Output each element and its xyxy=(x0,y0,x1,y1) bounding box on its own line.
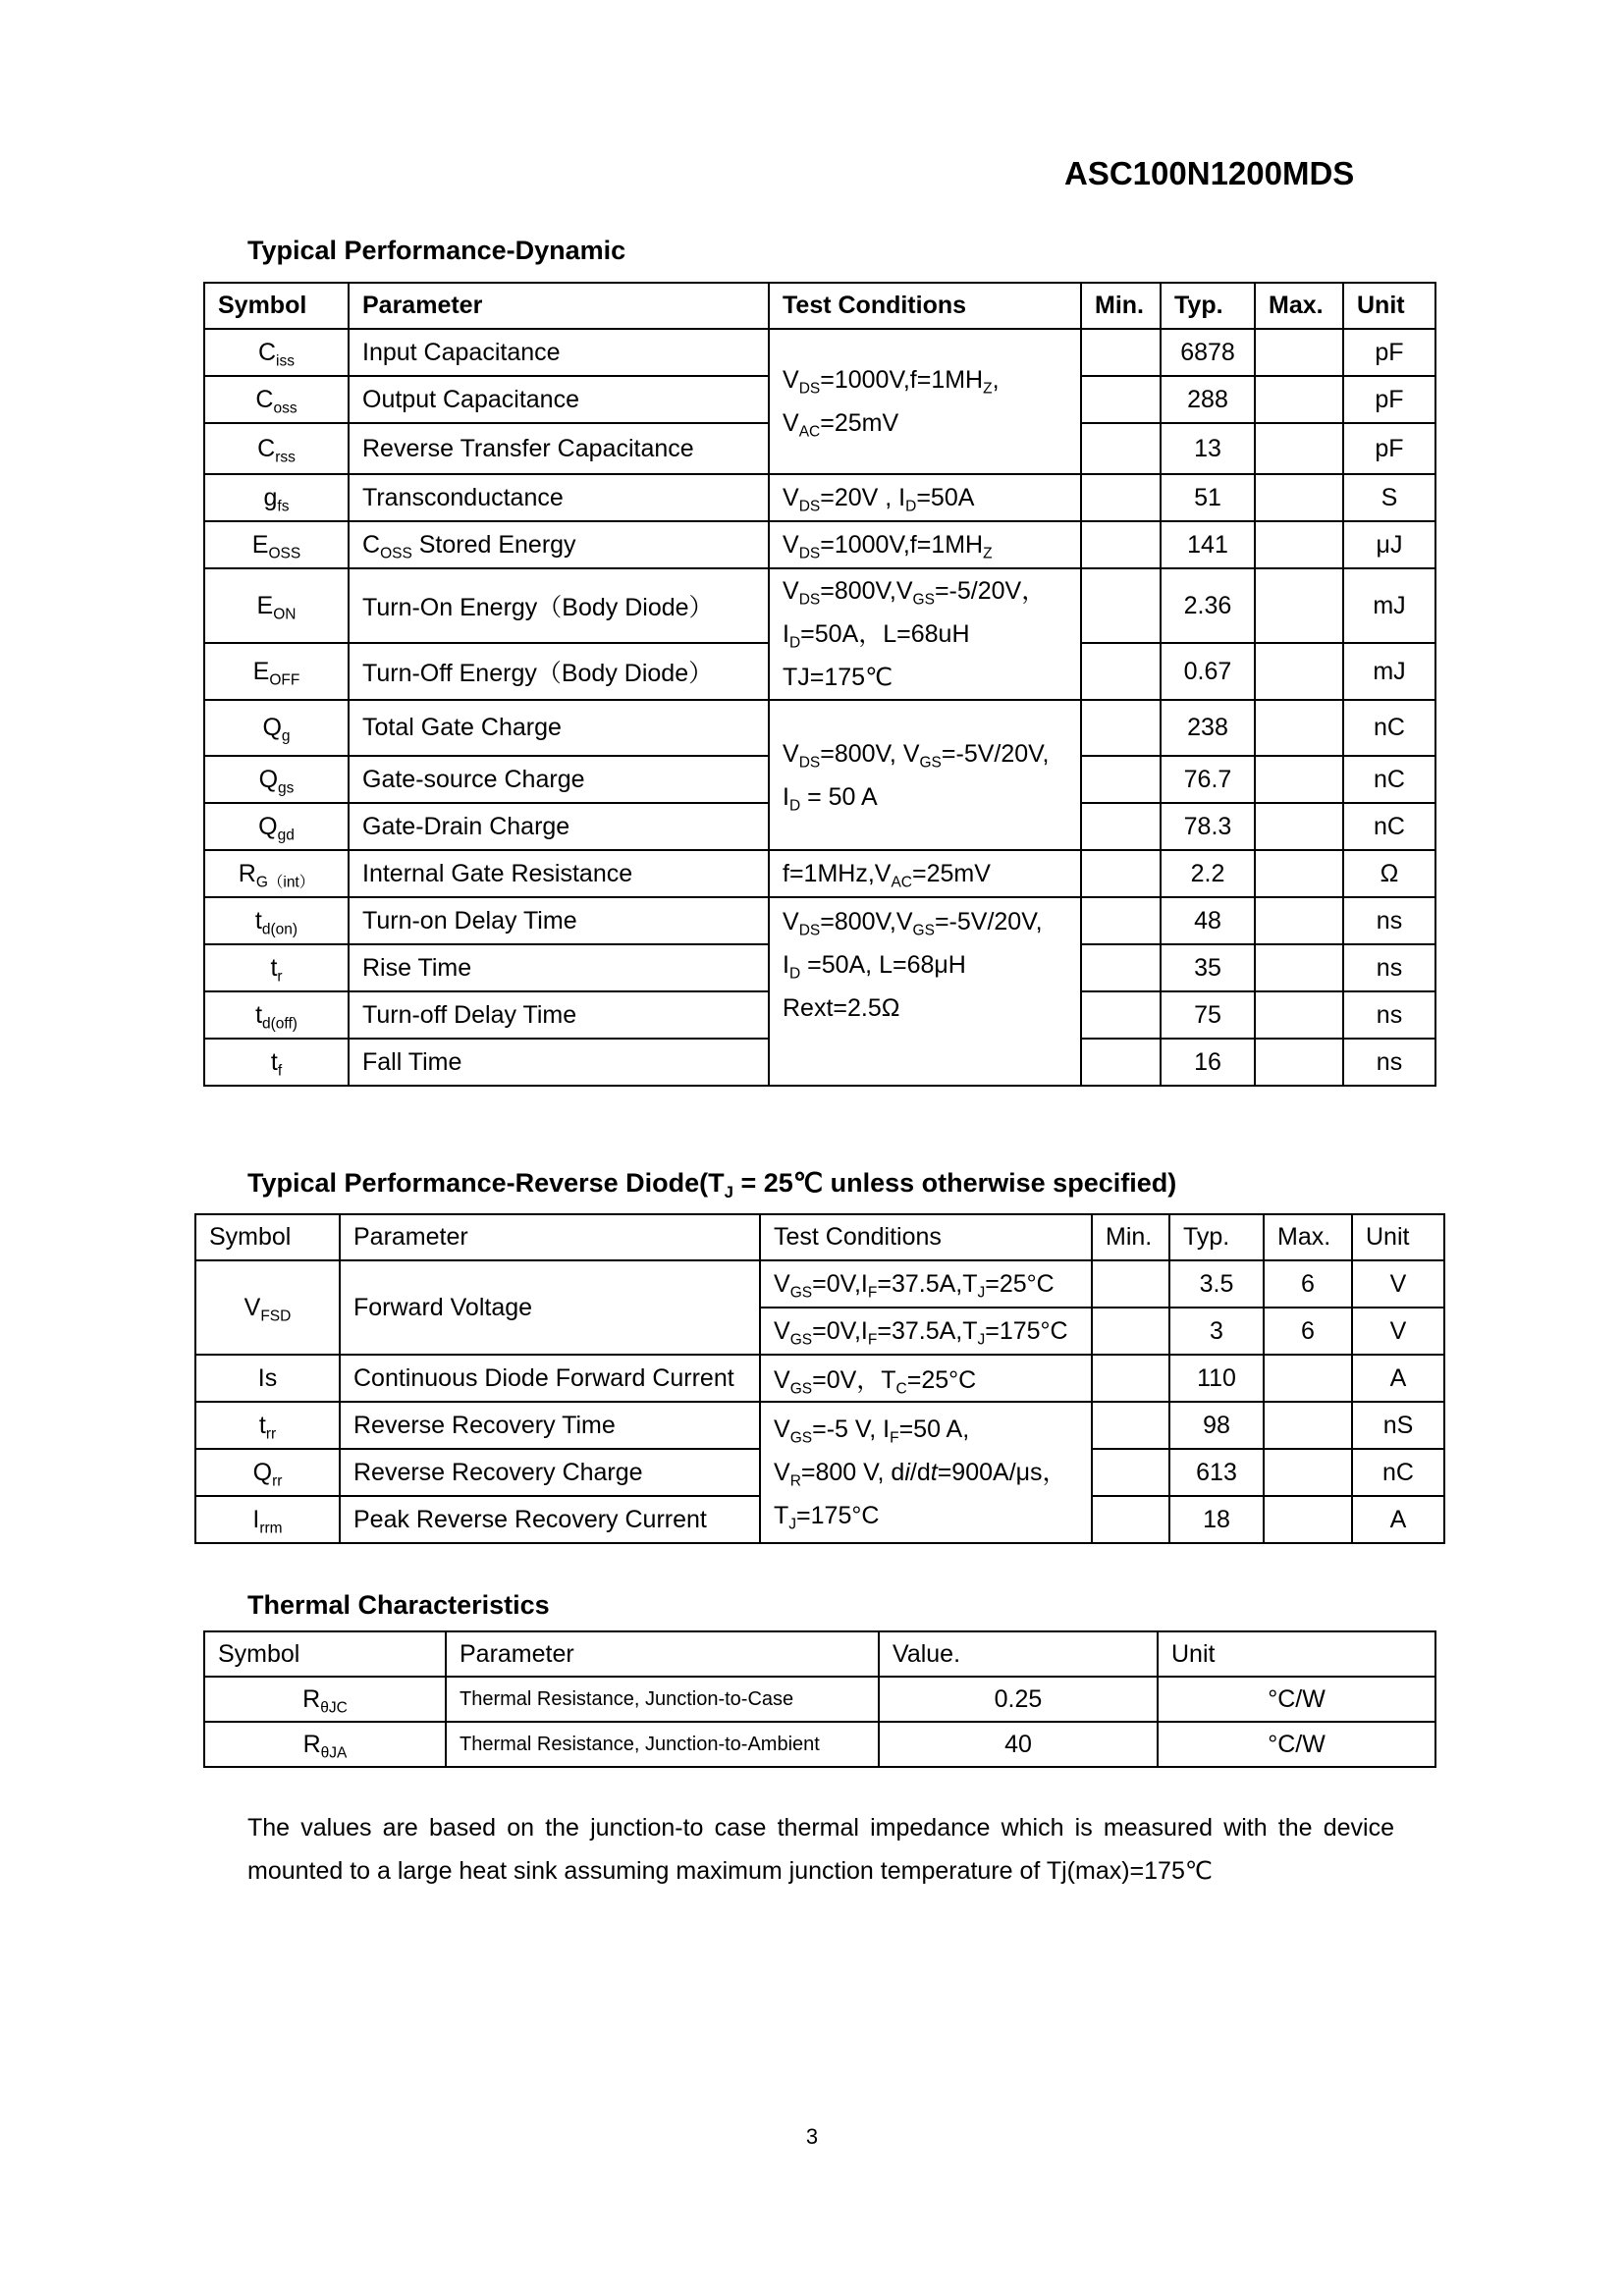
conditions-cell: $V_{DS}=20V$ , $I_D=50A$ xyxy=(769,474,1081,521)
diode-table xyxy=(194,1213,1445,1544)
symbol-cell: $C_{rss}$ xyxy=(204,423,349,474)
unit-cell: ns xyxy=(1343,897,1435,944)
max-cell xyxy=(1255,944,1343,991)
symbol-cell: $E_{ON}$ xyxy=(204,568,349,643)
typ-cell: 76.7 xyxy=(1161,756,1255,803)
parameter-cell: Input Capacitance xyxy=(349,329,769,376)
parameter-cell: Gate-Drain Charge xyxy=(349,803,769,850)
max-cell xyxy=(1264,1402,1352,1449)
parameter-cell: Continuous Diode Forward Current xyxy=(340,1355,760,1402)
conditions-cell xyxy=(769,897,1081,1086)
symbol-cell: $Q_{gs}$ xyxy=(204,756,349,803)
unit-cell: nC xyxy=(1343,756,1435,803)
col-unit: Unit xyxy=(1343,283,1435,329)
symbol-cell: $t_{d(off)}$ xyxy=(204,991,349,1039)
min-cell xyxy=(1081,850,1161,897)
max-cell xyxy=(1255,991,1343,1039)
symbol-cell: $t_{d(on)}$ xyxy=(204,897,349,944)
max-cell xyxy=(1255,568,1343,643)
symbol-main: C xyxy=(257,338,277,366)
col-max: Max. xyxy=(1255,283,1343,329)
conditions-cell: $V_{GS}=0V,I_F=37.5A,T_J=175^\circ C$ xyxy=(760,1308,1092,1355)
max-cell: 6 xyxy=(1264,1308,1352,1355)
max-cell xyxy=(1255,376,1343,423)
table-row xyxy=(204,568,1435,643)
typ-cell: 98 xyxy=(1169,1402,1264,1449)
unit-cell: ns xyxy=(1343,991,1435,1039)
max-cell xyxy=(1255,756,1343,803)
condition-line: TJ=175℃ xyxy=(783,664,893,691)
parameter-cell: $C_{OSS}$ Stored Energy xyxy=(349,521,769,568)
max-cell xyxy=(1255,850,1343,897)
min-cell xyxy=(1092,1355,1169,1402)
parameter-cell: Forward Voltage xyxy=(340,1260,760,1355)
parameter-cell: Turn-on Delay Time xyxy=(349,897,769,944)
col-parameter: Parameter xyxy=(446,1631,879,1677)
table-row xyxy=(204,474,1435,521)
unit-cell: A xyxy=(1352,1355,1444,1402)
symbol-cell: $R_{\theta JA}$ xyxy=(204,1722,446,1767)
condition-line: $V_{GS}=-5$ V, $I_F=50$ A, xyxy=(774,1415,970,1447)
table-row xyxy=(195,1260,1444,1308)
value-cell: 0.25 xyxy=(879,1677,1158,1722)
max-cell xyxy=(1255,474,1343,521)
col-min: Min. xyxy=(1092,1214,1169,1260)
col-test-conditions: Test Conditions xyxy=(769,283,1081,329)
parameter-cell: Fall Time xyxy=(349,1039,769,1086)
conditions-cell xyxy=(760,1402,1092,1543)
symbol-cell: $g_{fs}$ xyxy=(204,474,349,521)
min-cell xyxy=(1081,423,1161,474)
typ-cell: 2.36 xyxy=(1161,568,1255,643)
part-number-header: ASC100N1200MDS xyxy=(1064,155,1355,191)
min-cell xyxy=(1081,521,1161,568)
typ-cell: 141 xyxy=(1161,521,1255,568)
max-cell xyxy=(1264,1355,1352,1402)
unit-cell: ns xyxy=(1343,1039,1435,1086)
condition-line: $I_D =50A$, L=68μH xyxy=(783,951,966,983)
col-unit: Unit xyxy=(1158,1631,1435,1677)
parameter-cell: Thermal Resistance, Junction-to-Ambient xyxy=(446,1722,879,1767)
min-cell xyxy=(1092,1449,1169,1496)
conditions-cell xyxy=(769,700,1081,850)
condition-line: $V_{DS}=800V$, $V_{GS}=-5V/20V$, xyxy=(783,739,1050,771)
max-cell xyxy=(1255,700,1343,756)
typ-cell: 0.67 xyxy=(1161,643,1255,700)
unit-cell: nS xyxy=(1352,1402,1444,1449)
max-cell xyxy=(1264,1449,1352,1496)
unit-cell: S xyxy=(1343,474,1435,521)
condition-line: $V_{DS}=800V,V_{GS}=-5/20V$， xyxy=(783,577,1047,609)
condition-line: Rext=2.5Ω xyxy=(783,994,900,1022)
max-cell xyxy=(1255,897,1343,944)
col-max: Max. xyxy=(1264,1214,1352,1260)
typ-cell: 18 xyxy=(1169,1496,1264,1543)
min-cell xyxy=(1081,329,1161,376)
parameter-cell: Output Capacitance xyxy=(349,376,769,423)
min-cell xyxy=(1081,991,1161,1039)
table-row xyxy=(204,700,1435,756)
diode-section-title: Typical Performance-Reverse $Diode(T_J$ = 25℃ unless otherwise specified) xyxy=(247,1168,1177,1201)
unit-cell: V xyxy=(1352,1308,1444,1355)
table-row xyxy=(195,1355,1444,1402)
col-typ: Typ. xyxy=(1161,283,1255,329)
symbol-cell: $t_f$ xyxy=(204,1039,349,1086)
symbol-cell: $E_{OFF}$ xyxy=(204,643,349,700)
min-cell xyxy=(1081,897,1161,944)
col-test-conditions: Test Conditions xyxy=(760,1214,1092,1260)
parameter-cell: Gate-source Charge xyxy=(349,756,769,803)
thermal-note: The values are based on the junction-to case thermal impedance which is measured with the device mounted to a large heat sink assuming maximum junction temperature of Tj(max)=175℃ xyxy=(247,1814,1394,1885)
max-cell xyxy=(1255,803,1343,850)
conditions-cell: $V_{DS}=1000V,f=1MH_Z$ xyxy=(769,521,1081,568)
conditions-cell: $V_{GS}=0V$，$T_C=25^\circ C$ xyxy=(760,1355,1092,1402)
typ-cell: 238 xyxy=(1161,700,1255,756)
col-symbol: Symbol xyxy=(204,283,349,329)
symbol-cell: $t_{rr}$ xyxy=(195,1402,340,1449)
table-row xyxy=(204,521,1435,568)
unit-cell: Ω xyxy=(1343,850,1435,897)
min-cell xyxy=(1092,1308,1169,1355)
col-unit: Unit xyxy=(1352,1214,1444,1260)
symbol-cell xyxy=(204,329,349,376)
thermal-table xyxy=(203,1630,1436,1768)
table-row xyxy=(204,897,1435,944)
max-cell xyxy=(1255,1039,1343,1086)
min-cell xyxy=(1081,803,1161,850)
symbol-cell: $t_r$ xyxy=(204,944,349,991)
typ-cell: 78.3 xyxy=(1161,803,1255,850)
typ-cell: 613 xyxy=(1169,1449,1264,1496)
value-cell: 40 xyxy=(879,1722,1158,1767)
table-row xyxy=(204,329,1435,376)
unit-cell: A xyxy=(1352,1496,1444,1543)
symbol-cell: $Q_{gd}$ xyxy=(204,803,349,850)
typ-cell: 110 xyxy=(1169,1355,1264,1402)
typ-cell: 13 xyxy=(1161,423,1255,474)
unit-cell: mJ xyxy=(1343,568,1435,643)
symbol-cell: $I_{rrm}$ xyxy=(195,1496,340,1543)
min-cell xyxy=(1081,568,1161,643)
typ-cell: 2.2 xyxy=(1161,850,1255,897)
symbol-sub: iss xyxy=(276,351,295,369)
min-cell xyxy=(1081,944,1161,991)
symbol-cell: $V_{FSD}$ xyxy=(195,1260,340,1355)
parameter-cell: Turn-off Delay Time xyxy=(349,991,769,1039)
dynamic-table xyxy=(203,282,1436,1087)
parameter-cell: Reverse Transfer Capacitance xyxy=(349,423,769,474)
min-cell xyxy=(1081,700,1161,756)
table-row xyxy=(204,1722,1435,1767)
min-cell xyxy=(1081,756,1161,803)
thermal-section-title: Thermal Characteristics xyxy=(247,1590,550,1620)
col-value: Value. xyxy=(879,1631,1158,1677)
min-cell xyxy=(1081,643,1161,700)
max-cell xyxy=(1255,643,1343,700)
parameter-cell: Rise Time xyxy=(349,944,769,991)
condition-line: $I_D=50A$，L=68uH xyxy=(783,620,970,652)
typ-cell: 3 xyxy=(1169,1308,1264,1355)
typ-cell: 51 xyxy=(1161,474,1255,521)
max-cell: 6 xyxy=(1264,1260,1352,1308)
min-cell xyxy=(1081,474,1161,521)
parameter-cell: Total Gate Charge xyxy=(349,700,769,756)
typ-cell: 48 xyxy=(1161,897,1255,944)
unit-cell: pF xyxy=(1343,376,1435,423)
unit-cell: nC xyxy=(1343,700,1435,756)
unit-cell: pF xyxy=(1343,423,1435,474)
unit-cell: μJ xyxy=(1343,521,1435,568)
parameter-cell: Turn-On Energy（Body Diode） xyxy=(349,568,769,643)
condition-line: $T_J=175^\circ C$ xyxy=(774,1502,880,1533)
conditions-cell xyxy=(769,329,1081,474)
parameter-cell: Peak Reverse Recovery Current xyxy=(340,1496,760,1543)
symbol-cell: $C_{oss}$ xyxy=(204,376,349,423)
condition-line: $V_{AC}=25mV$ xyxy=(783,409,899,441)
parameter-cell: Internal Gate Resistance xyxy=(349,850,769,897)
symbol-cell: $Q_g$ xyxy=(204,700,349,756)
table-row xyxy=(195,1402,1444,1449)
min-cell xyxy=(1092,1496,1169,1543)
col-min: Min. xyxy=(1081,283,1161,329)
col-symbol: Symbol xyxy=(195,1214,340,1260)
max-cell xyxy=(1255,423,1343,474)
parameter-cell: Transconductance xyxy=(349,474,769,521)
parameter-cell: Turn-Off Energy（Body Diode） xyxy=(349,643,769,700)
table-row xyxy=(204,850,1435,897)
min-cell xyxy=(1081,376,1161,423)
typ-cell: 288 xyxy=(1161,376,1255,423)
typ-cell: 16 xyxy=(1161,1039,1255,1086)
parameter-cell: Thermal Resistance, Junction-to-Case xyxy=(446,1677,879,1722)
condition-line: $V_{DS}=1000V,f=1MH_Z$, xyxy=(783,366,1000,398)
parameter-cell: Reverse Recovery Charge xyxy=(340,1449,760,1496)
min-cell xyxy=(1092,1260,1169,1308)
symbol-cell: $E_{OSS}$ xyxy=(204,521,349,568)
typ-cell: 6878 xyxy=(1161,329,1255,376)
symbol-cell: $R_{G(int)}$ xyxy=(204,850,349,897)
unit-cell: V xyxy=(1352,1260,1444,1308)
conditions-cell: $f=1MHz,V_{AC}=25mV$ xyxy=(769,850,1081,897)
conditions-cell xyxy=(769,568,1081,700)
min-cell xyxy=(1081,1039,1161,1086)
symbol-cell: $Q_{rr}$ xyxy=(195,1449,340,1496)
page-number: 3 xyxy=(805,2124,819,2149)
min-cell xyxy=(1092,1402,1169,1449)
unit-cell: mJ xyxy=(1343,643,1435,700)
table-row xyxy=(204,1677,1435,1722)
dynamic-section-title: Typical Performance-Dynamic xyxy=(247,236,626,265)
symbol-cell: Is xyxy=(195,1355,340,1402)
unit-cell: °C/W xyxy=(1158,1677,1435,1722)
typ-cell: 75 xyxy=(1161,991,1255,1039)
unit-cell: °C/W xyxy=(1158,1722,1435,1767)
max-cell xyxy=(1255,329,1343,376)
col-typ: Typ. xyxy=(1169,1214,1264,1260)
typ-cell: 35 xyxy=(1161,944,1255,991)
unit-cell: ns xyxy=(1343,944,1435,991)
col-parameter: Parameter xyxy=(349,283,769,329)
typ-cell: 3.5 xyxy=(1169,1260,1264,1308)
conditions-cell: $V_{GS}=0V,I_F=37.5A,T_J=25^\circ C$ xyxy=(760,1260,1092,1308)
symbol-cell: $R_{\theta JC}$ xyxy=(204,1677,446,1722)
col-symbol: Symbol xyxy=(204,1631,446,1677)
unit-cell: pF xyxy=(1343,329,1435,376)
max-cell xyxy=(1255,521,1343,568)
condition-line: $V_R=800$ V, di/dt=900A/μs， xyxy=(774,1459,1067,1490)
unit-cell: nC xyxy=(1352,1449,1444,1496)
unit-cell: nC xyxy=(1343,803,1435,850)
parameter-cell: Reverse Recovery Time xyxy=(340,1402,760,1449)
col-parameter: Parameter xyxy=(340,1214,760,1260)
condition-line: $V_{DS}=800V,V_{GS}=-5V/20V$, xyxy=(783,908,1043,939)
max-cell xyxy=(1264,1496,1352,1543)
condition-line: $I_D = 50$ A xyxy=(783,782,878,814)
